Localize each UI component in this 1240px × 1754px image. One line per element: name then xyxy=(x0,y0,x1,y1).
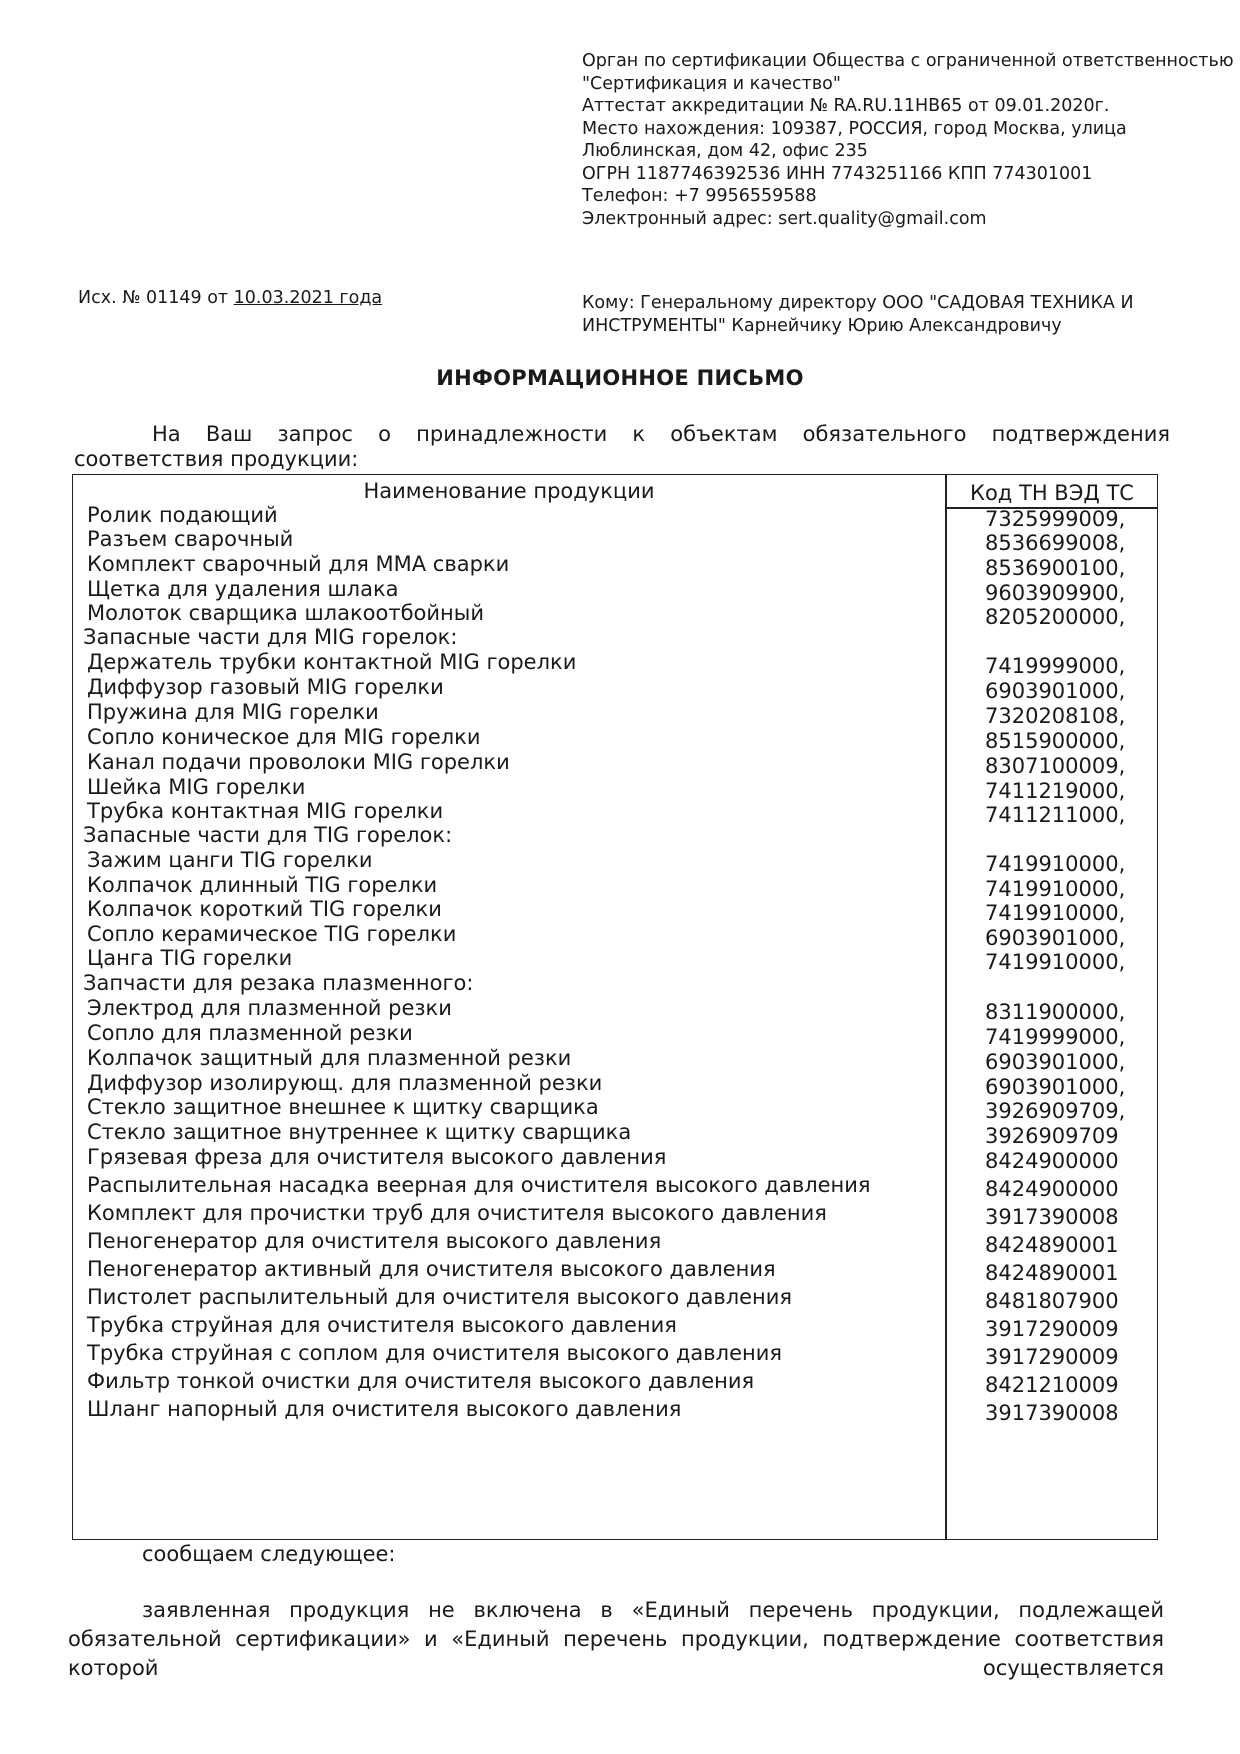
table-row xyxy=(73,946,1157,974)
intro-paragraph: На Ваш запрос о принадлежности к объектам обязательного подтверждения соответствия продукции: xyxy=(74,422,1170,471)
product-name-cell: Стекло защитное внешнее к щитку сварщика xyxy=(87,1095,599,1119)
outgoing-date: 10.03.2021 года xyxy=(233,288,383,308)
hs-code-cell: 3917290009 xyxy=(985,1317,1119,1341)
table-section-row xyxy=(73,625,1157,653)
product-name-cell: Шейка MIG горелки xyxy=(87,775,306,799)
product-name-cell: Пеногенератор активный для очистителя высокого давления xyxy=(87,1257,776,1281)
table-row xyxy=(73,1397,1157,1425)
product-name-cell: Пружина для MIG горелки xyxy=(87,700,379,724)
table-row xyxy=(73,1257,1157,1285)
product-name-cell: Диффузор газовый MIG горелки xyxy=(87,675,444,699)
table-row xyxy=(73,1369,1157,1397)
outgoing-number xyxy=(78,288,382,308)
product-name-cell: Грязевая фреза для очистителя высокого давления xyxy=(87,1145,667,1169)
hs-code-cell: 3917290009 xyxy=(985,1345,1119,1369)
table-row xyxy=(73,1021,1157,1049)
hs-code-cell: 3926909709 xyxy=(985,1124,1119,1148)
product-name-cell: Комплект сварочный для ММА сварки xyxy=(87,552,510,576)
product-name-cell: Шланг напорный для очистителя высокого давления xyxy=(87,1397,682,1421)
hs-code-cell: 7411219000, xyxy=(985,779,1126,803)
closing-phrase: сообщаем следующее: xyxy=(142,1542,396,1566)
product-name-cell: Держатель трубки контактной MIG горелки xyxy=(87,650,577,674)
product-name-cell: Цанга TIG горелки xyxy=(87,946,293,970)
product-name-cell: Запасные части для TIG горелок: xyxy=(83,823,453,847)
table-row xyxy=(73,552,1157,580)
products-table xyxy=(72,474,1158,1540)
table-row xyxy=(73,1095,1157,1123)
table-row xyxy=(73,650,1157,678)
header-hs-code: Код ТН ВЭД ТС xyxy=(970,481,1134,505)
hs-code-cell: 8424900000 xyxy=(985,1149,1119,1173)
table-row xyxy=(73,1173,1157,1201)
hs-code-cell: 7411211000, xyxy=(985,803,1126,827)
hs-code-cell: 7419910000, xyxy=(985,852,1126,876)
hs-code-cell: 8481807900 xyxy=(985,1289,1119,1313)
table-row xyxy=(73,527,1157,555)
hs-code-cell: 7419910000, xyxy=(985,950,1126,974)
product-name-cell: Комплект для прочистки труб для очистителя высокого давления xyxy=(87,1201,827,1225)
hs-code-cell: 9603909900, xyxy=(985,581,1126,605)
hs-code-cell: 8311900000, xyxy=(985,1000,1126,1024)
product-name-cell: Диффузор изолирующ. для плазменной резки xyxy=(87,1071,603,1095)
hs-code-cell: 8205200000, xyxy=(985,605,1126,629)
org-line: ОГРН 1187746392536 ИНН 7743251166 КПП 774301001 xyxy=(582,163,1093,184)
product-name-cell: Запасные части для MIG горелок: xyxy=(83,625,458,649)
table-row xyxy=(73,1341,1157,1369)
hs-code-cell: 6903901000, xyxy=(985,1075,1126,1099)
table-row xyxy=(73,996,1157,1024)
product-name-cell: Распылительная насадка веерная для очистителя высокого давления xyxy=(87,1173,871,1197)
hs-code-cell: 8424890001 xyxy=(985,1233,1119,1257)
addressee: Кому: Генеральному директору ООО "САДОВАЯ ТЕХНИКА И ИНСТРУМЕНТЫ" Карнейчику Юрию Александровичу xyxy=(582,293,1134,336)
product-name-cell: Сопло керамическое TIG горелки xyxy=(87,922,457,946)
product-name-cell: Ролик подающий xyxy=(87,503,278,527)
product-name-cell: Колпачок защитный для плазменной резки xyxy=(87,1046,572,1070)
hs-code-cell: 7419910000, xyxy=(985,877,1126,901)
hs-code-cell: 8424900000 xyxy=(985,1177,1119,1201)
hs-code-cell: 8307100009, xyxy=(985,754,1126,778)
header-product-name: Наименование продукции xyxy=(363,479,655,503)
org-line: Телефон: +7 9956559588 xyxy=(582,186,817,206)
table-row xyxy=(73,675,1157,703)
table-section-row xyxy=(73,823,1157,851)
hs-code-cell: 7325999009, xyxy=(985,507,1126,531)
hs-code-cell: 6903901000, xyxy=(985,926,1126,950)
hs-code-cell: 6903901000, xyxy=(985,679,1126,703)
hs-code-cell: 7419910000, xyxy=(985,901,1126,925)
hs-code-cell: 3917390008 xyxy=(985,1205,1119,1229)
letter-title: ИНФОРМАЦИОННОЕ ПИСЬМО xyxy=(436,366,804,390)
table-row xyxy=(73,897,1157,925)
product-name-cell: Пеногенератор для очистителя высокого давления xyxy=(87,1229,662,1253)
hs-code-cell: 6903901000, xyxy=(985,1050,1126,1074)
product-name-cell: Запчасти для резака плазменного: xyxy=(83,971,474,995)
hs-code-cell: 8536900100, xyxy=(985,556,1126,580)
hs-code-cell: 8421210009 xyxy=(985,1373,1119,1397)
hs-code-cell: 7419999000, xyxy=(985,654,1126,678)
org-line: Место нахождения: 109387, РОССИЯ, город Москва, улица xyxy=(582,118,1127,139)
table-row xyxy=(73,1201,1157,1229)
org-line: Орган по сертификации Общества с ограниченной ответственностью xyxy=(582,51,1234,71)
product-name-cell: Канал подачи проволоки MIG горелки xyxy=(87,750,510,774)
hs-code-cell: 3926909709, xyxy=(985,1099,1126,1123)
hs-code-cell: 8536699008, xyxy=(985,531,1126,555)
product-name-cell: Трубка контактная MIG горелки xyxy=(87,799,444,823)
hs-code-cell: 8515900000, xyxy=(985,729,1126,753)
product-name-cell: Стекло защитное внутреннее к щитку сварщика xyxy=(87,1120,632,1144)
product-name-cell: Фильтр тонкой очистки для очистителя высокого давления xyxy=(87,1369,755,1393)
product-name-cell: Зажим цанги TIG горелки xyxy=(87,848,373,872)
table-row xyxy=(73,725,1157,753)
product-name-cell: Трубка струйная с соплом для очистителя высокого давления xyxy=(87,1341,783,1365)
product-name-cell: Разъем сварочный xyxy=(87,527,294,551)
product-name-cell: Трубка струйная для очистителя высокого давления xyxy=(87,1313,677,1337)
org-line: Аттестат аккредитации № RA.RU.11НВ65 от 09.01.2020г. xyxy=(582,96,1110,116)
product-name-cell: Молоток сварщика шлакоотбойный xyxy=(87,601,484,625)
product-name-cell: Колпачок длинный TIG горелки xyxy=(87,873,438,897)
table-row xyxy=(73,1145,1157,1173)
org-line: Люблинская, дом 42, офис 235 xyxy=(582,141,868,161)
hs-code-cell: 3917390008 xyxy=(985,1401,1119,1425)
table-row xyxy=(73,848,1157,876)
product-name-cell: Сопло для плазменной резки xyxy=(87,1021,413,1045)
table-row xyxy=(73,750,1157,778)
hs-code-cell: 7419999000, xyxy=(985,1025,1126,1049)
product-name-cell: Сопло коническое для MIG горелки xyxy=(87,725,481,749)
certification-body-block xyxy=(582,50,1234,230)
org-line: "Сертификация и качество" xyxy=(582,73,841,94)
product-name-cell: Электрод для плазменной резки xyxy=(87,996,452,1020)
product-name-cell: Щетка для удаления шлака xyxy=(87,577,399,601)
conclusion-paragraph: заявленная продукция не включена в «Единый перечень продукции, подлежащей обязательной сертификации» и «Единый перечень продукции, подтверждение соответствия которой осуществляется xyxy=(68,1598,1164,1680)
hs-code-cell: 8424890001 xyxy=(985,1261,1119,1285)
table-row xyxy=(73,1046,1157,1074)
table-row xyxy=(73,1120,1157,1148)
product-name-cell: Пистолет распылительный для очистителя высокого давления xyxy=(87,1285,793,1309)
table-row xyxy=(73,1313,1157,1341)
hs-code-cell: 7320208108, xyxy=(985,704,1126,728)
product-name-cell: Колпачок короткий TIG горелки xyxy=(87,897,442,921)
table-row xyxy=(73,1229,1157,1257)
outgoing-prefix: Исх. № 01149 от xyxy=(78,288,234,308)
org-line: Электронный адрес: sert.quality@gmail.com xyxy=(582,208,987,229)
table-row xyxy=(73,1285,1157,1313)
table-section-row xyxy=(73,971,1157,999)
table-row xyxy=(73,700,1157,728)
